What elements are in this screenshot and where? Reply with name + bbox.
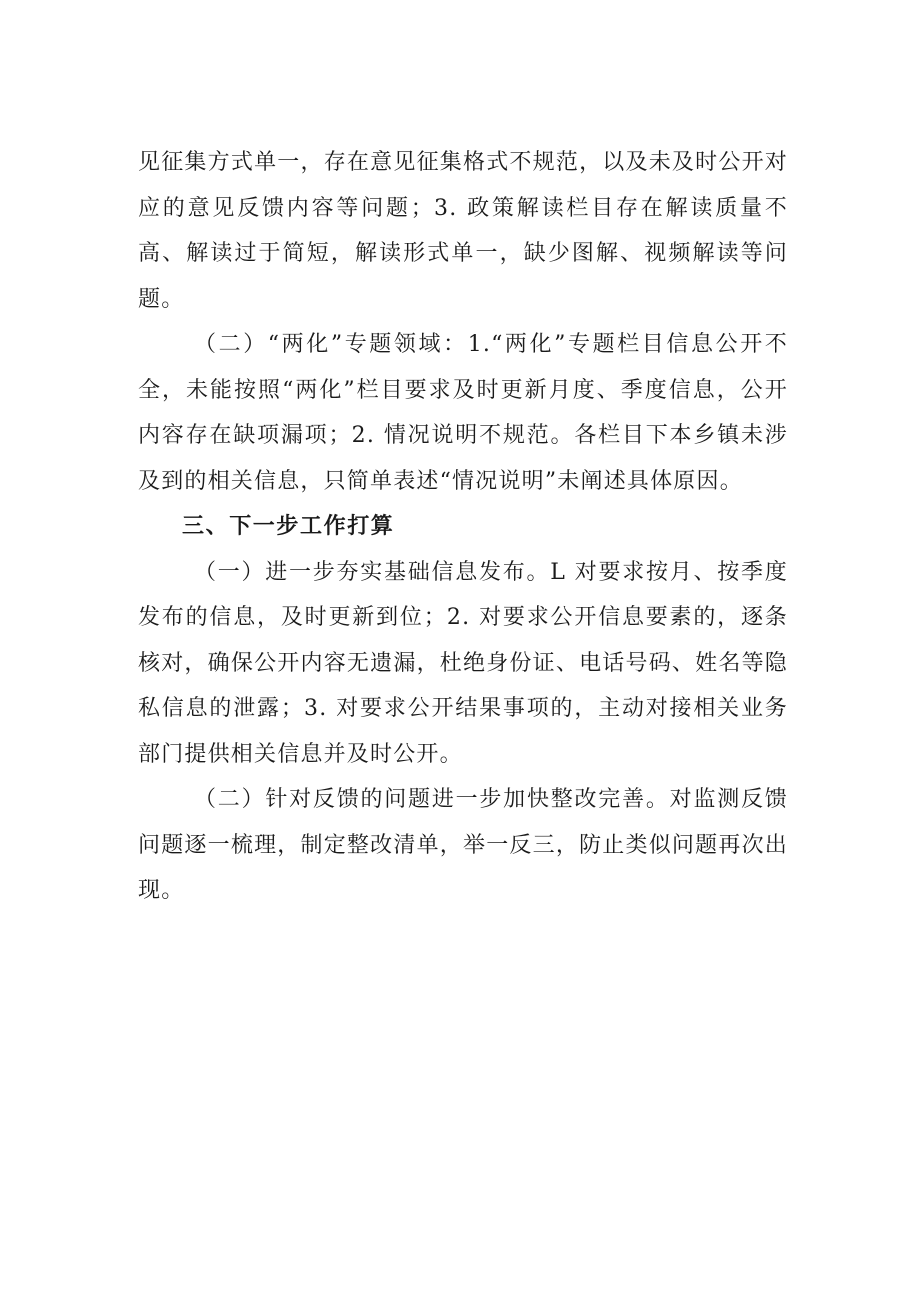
- document-body: [138, 140, 788, 914]
- paragraph-lianghua-topic: （二）“两化”专题领域：1.“两化”专题栏目信息公开不全，未能按照“两化”栏目要求及时更新月度、季度信息，公开内容存在缺项漏项；2. 情况说明不规范。各栏目下本乡镇未涉及到的相关信息，只简单表述“情况说明”未阐述具体原因。: [138, 332, 788, 494]
- section-heading: 三、下一步工作打算: [182, 514, 395, 539]
- paragraph-continuation: 见征集方式单一，存在意见征集格式不规范，以及未及时公开对应的意见反馈内容等问题；3. 政策解读栏目存在解读质量不高、解读过于简短，解读形式单一，缺少图解、视频解读等问题。: [138, 150, 788, 312]
- paragraph-basic-info: （一）进一步夯实基础信息发布。L 对要求按月、按季度发布的信息，及时更新到位；2. 对要求公开信息要素的，逐条核对，确保公开内容无遗漏，杜绝身份证、电话号码、姓名等隐私信息的泄露；3. 对要求公开结果事项的，主动对接相关业务部门提供相关信息并及时公开。: [138, 559, 788, 767]
- paragraph-rectification: （二）针对反馈的问题进一步加快整改完善。对监测反馈问题逐一梳理，制定整改清单，举一反三，防止类似问题再次出现。: [138, 787, 788, 903]
